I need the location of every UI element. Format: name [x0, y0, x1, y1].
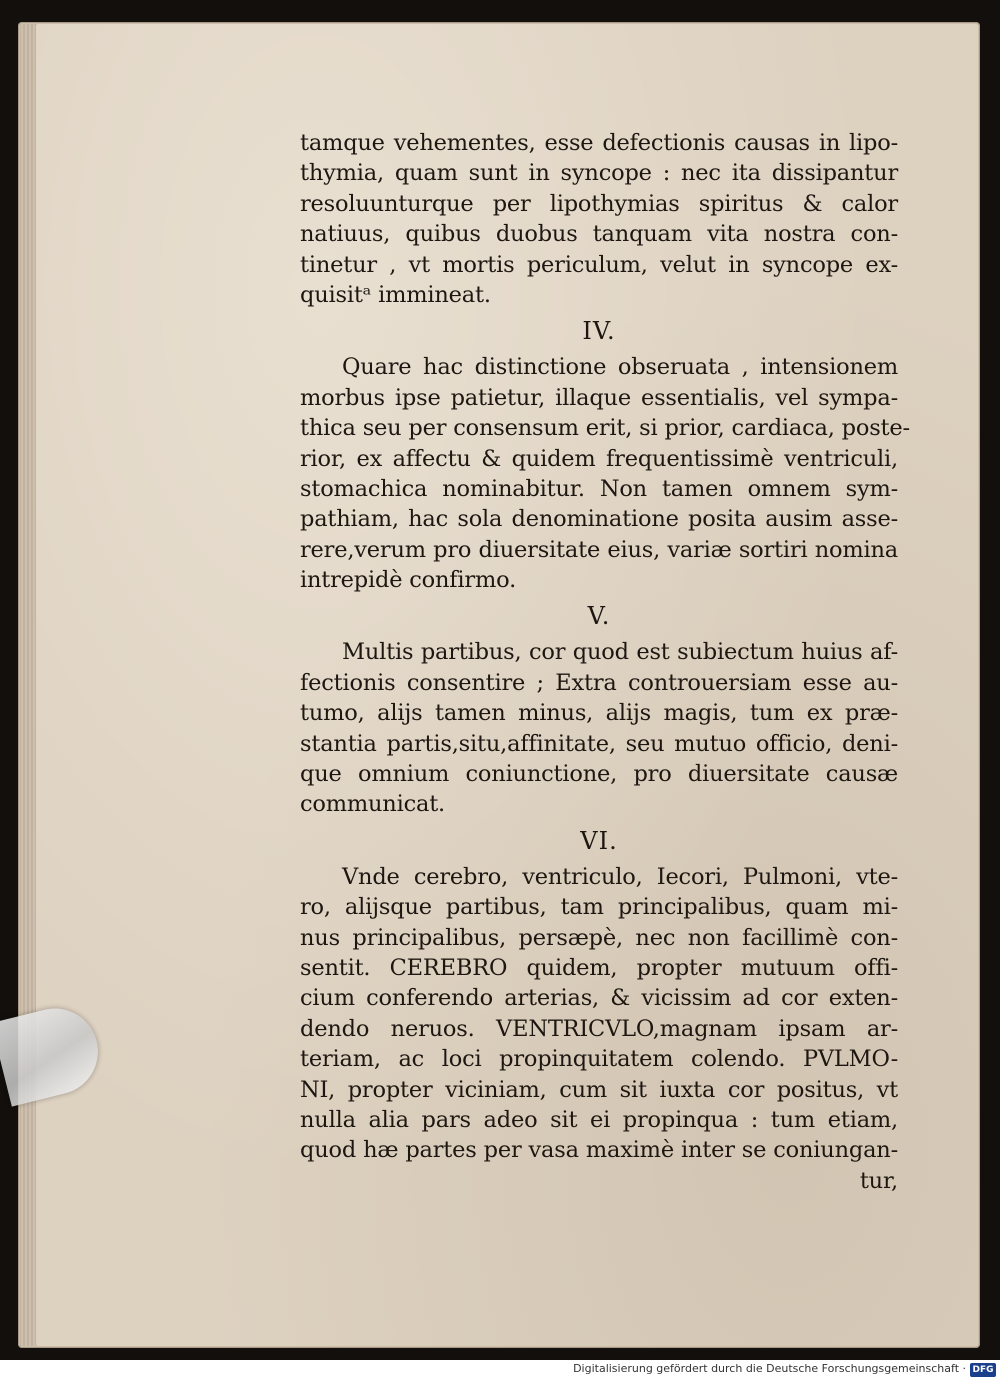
paragraph-v — [300, 637, 898, 819]
text-line: ro, alijsque partibus, tam principalibus, quam mi- — [300, 894, 898, 921]
page-text — [300, 128, 910, 1196]
text-line: sentit. CEREBRO quidem, propter mutuum offi- — [300, 954, 898, 981]
text-line: tumo, alijs tamen minus, alijs magis, tum ex præ- — [300, 700, 898, 727]
text-line: thymia, quam sunt in syncope : nec ita dissipantur — [300, 160, 898, 187]
paragraph-iv — [300, 352, 910, 595]
text-line: thica seu per consensum erit, si prior, cardiaca, poste- — [300, 415, 910, 442]
text-line: nus principalibus, persæpè, nec non facillimè con- — [300, 924, 898, 951]
text-line: communicat. — [300, 791, 446, 818]
text-line: tamque vehementes, esse defectionis causas in lipo- — [300, 130, 898, 156]
catchword: tur, — [859, 1167, 898, 1194]
text-line: Multis partibus, cor quod est subiectum huius af- — [342, 639, 898, 666]
section-heading-v: V. — [587, 602, 611, 631]
dfg-logo: DFG — [970, 1363, 996, 1377]
text-line: dendo neruos. VENTRICVLO,magnam ipsam ar- — [300, 1015, 898, 1042]
text-line: NI, propter viciniam, cum sit iuxta cor positus, vt — [300, 1076, 898, 1103]
text-line: pathiam, hac sola denominatione posita ausim asse- — [300, 506, 898, 533]
paragraph-continuation — [300, 128, 898, 310]
text-line: natiuus, quibus duobus tanquam vita nostra con- — [300, 221, 898, 248]
text-line: tinetur , vt mortis periculum, velut in syncope ex- — [300, 251, 898, 278]
footer-bar — [0, 1360, 1000, 1380]
text-line: cium conferendo arterias, & vicissim ad cor exten- — [300, 985, 898, 1012]
paragraph-vi — [300, 862, 898, 1166]
funding-credit: Digitalisierung gefördert durch die Deutsche Forschungsgemeinschaft · — [573, 1362, 966, 1375]
text-line: intrepidè confirmo. — [300, 567, 517, 594]
section-heading-iv: IV. — [582, 317, 616, 346]
text-line: stantia partis,situ,affinitate, seu mutuo officio, deni- — [300, 730, 898, 757]
text-line: stomachica nominabitur. Non tamen omnem sym- — [300, 475, 898, 502]
text-line: que omnium coniunctione, pro diuersitate causæ — [300, 761, 898, 788]
text-line: quisitᵃ immineat. — [300, 281, 491, 308]
text-line: Vnde cerebro, ventriculo, Iecori, Pulmoni, vte- — [342, 863, 898, 890]
text-line: nulla alia pars adeo sit ei propinqua : tum etiam, — [300, 1106, 898, 1133]
text-line: Quare hac distinctione obseruata , intensionem — [342, 354, 898, 381]
text-line: fectionis consentire ; Extra controuersiam esse au- — [300, 669, 898, 696]
section-heading-vi: VI. — [580, 826, 618, 855]
text-line: quod hæ partes per vasa maximè inter se coniungan- — [300, 1137, 898, 1164]
text-line: rere,verum pro diuersitate eius, variæ sortiri nomina — [300, 536, 898, 563]
text-line: morbus ipse patietur, illaque essentialis, vel sympa- — [300, 384, 898, 411]
text-line: resoluunturque per lipothymias spiritus & calor — [300, 190, 898, 217]
text-line: rior, ex affectu & quidem frequentissimè ventriculi, — [300, 445, 898, 472]
text-line: teriam, ac loci propinquitatem colendo. PVLMO- — [300, 1046, 898, 1073]
